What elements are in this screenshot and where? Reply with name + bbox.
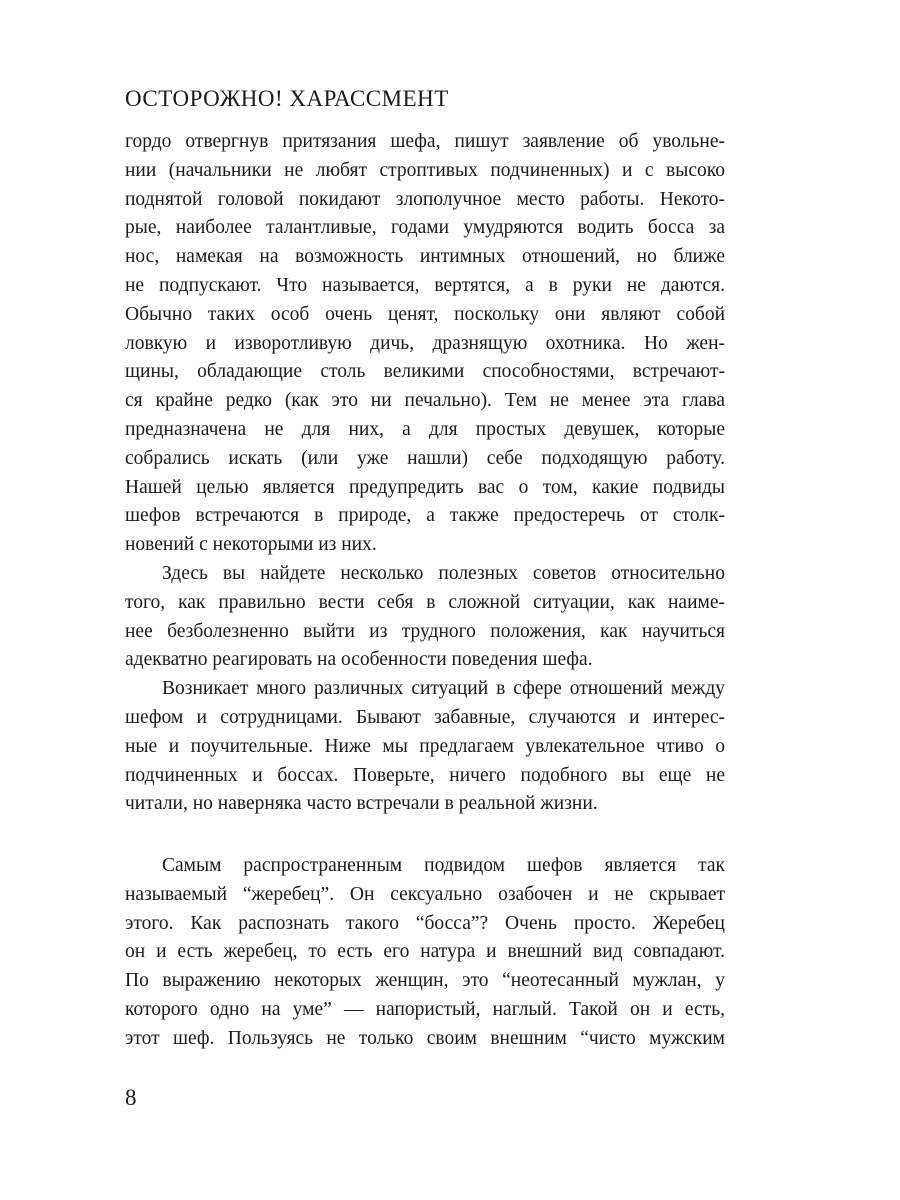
text-line: Нашей целью является предупредить вас о том, какие подвиды [125,476,725,498]
text-line: этот шеф. Пользуясь не только своим внешним “чисто мужским [125,1027,725,1049]
paragraph-3 [125,675,725,819]
paragraph-1 [125,128,725,560]
text-line: читали, но наверняка часто встречали в реальной жизни. [125,793,598,815]
text-line: того, как правильно вести себя в сложной ситуации, как наиме- [125,591,725,613]
text-line: нии (начальники не любят строптивых подчиненных) и с высоко [125,159,725,181]
text-line: он и есть жеребец, то есть его натура и внешний вид совпадают. [125,941,725,963]
body-text-section-2 [125,852,725,1054]
text-line: Обычно таких особ очень ценят, поскольку они являют собой [125,303,725,325]
text-line: адекватно реагировать на особенности поведения шефа. [125,649,593,671]
text-line: подчиненных и боссах. Поверьте, ничего подобного вы еще не [125,764,725,786]
text-line: не подпускают. Что называется, вертятся, а в руки не даются. [125,274,725,296]
text-line: поднятой головой покидают злополучное место работы. Некото- [125,188,725,210]
text-line: ные и поучительные. Ниже мы предлагаем увлекательное чтиво о [125,735,725,757]
text-line: ся крайне редко (как это ни печально). Тем не менее эта глава [125,390,725,412]
text-line: нее безболезненно выйти из трудного положения, как научиться [125,620,725,642]
text-line: Возникает много различных ситуаций в сфере отношений между [162,678,725,700]
text-line: нос, намекая на возможность интимных отношений, но ближе [125,246,725,268]
text-line: ловкую и изворотливую дичь, дразнящую охотника. Но жен- [125,332,725,354]
text-line: рые, наиболее талантливые, годами умудряются водить босса за [125,217,725,239]
text-line: этого. Как распознать такого “босса”? Очень просто. Жеребец [125,912,725,934]
text-line: шефом и сотрудницами. Бывают забавные, случаются и интерес- [125,706,725,728]
text-line: гордо отвергнув притязания шефа, пишут заявление об увольне- [125,131,725,152]
text-line: щины, обладающие столь великими способностями, встречают- [125,361,725,383]
text-line: называемый “жеребец”. Он сексуально озабочен и не скрывает [125,883,725,905]
page-number: 8 [125,1085,137,1110]
running-header-title: ОСТОРОЖНО! ХАРАССМЕНТ [125,86,449,111]
text-line: которого одно на уме” — напористый, наглый. Такой он и есть, [125,998,725,1020]
text-line: новений с некоторыми из них. [125,534,377,556]
text-line: По выражению некоторых женщин, это “неотесанный мужлан, у [125,970,725,992]
paragraph-4 [125,852,725,1054]
text-line: шефов встречаются в природе, а также предостеречь от столк- [125,505,725,527]
text-line: Здесь вы найдете несколько полезных советов относительно [162,562,725,584]
text-line: собрались искать (или уже нашли) себе подходящую работу. [125,447,725,469]
paragraph-2 [125,560,725,675]
text-line: предназначена не для них, а для простых девушек, которые [125,418,725,440]
body-text-section-1 [125,128,725,819]
text-line: Самым распространенным подвидом шефов является так [162,855,725,876]
